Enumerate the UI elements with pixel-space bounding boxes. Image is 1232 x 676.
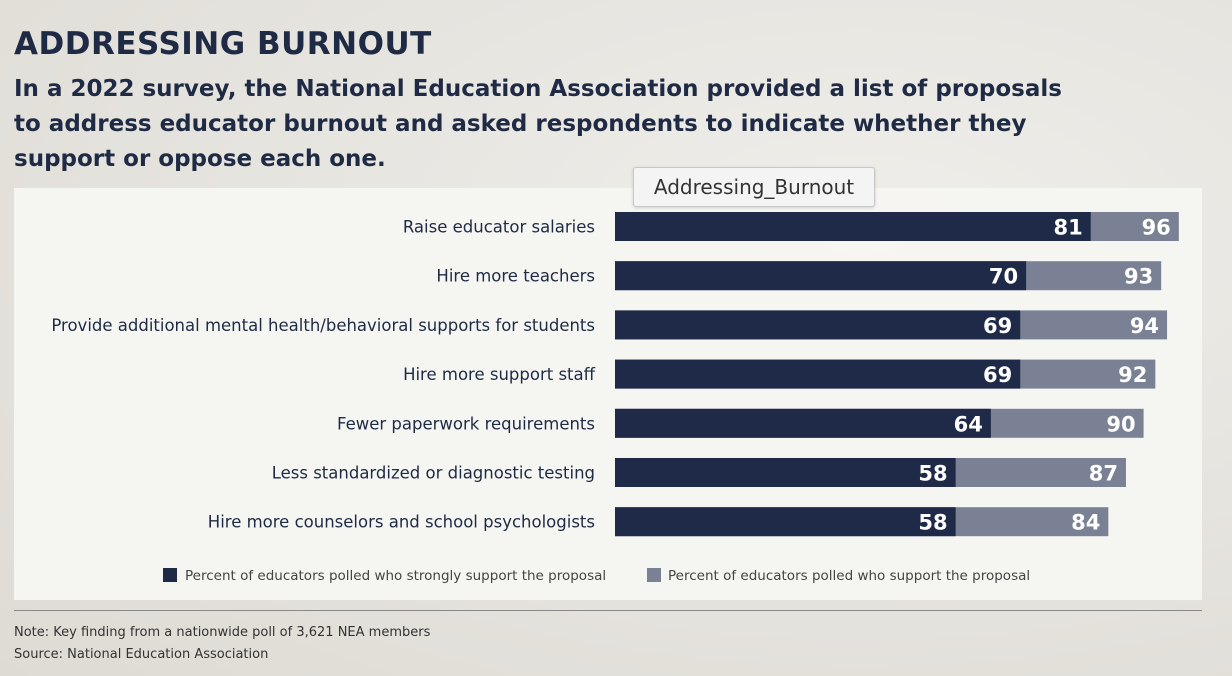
value-label-strong: 81 [1053,215,1083,240]
bar-strong-support [615,360,1020,389]
bar-strong-support [615,458,956,487]
bar-strong-support [615,261,1026,290]
value-label-strong: 70 [988,264,1019,289]
bar-strong-support [615,212,1091,241]
tooltip: Addressing_Burnout [633,167,875,207]
category-label: Fewer paperwork requirements [337,414,595,434]
value-label-support: 96 [1141,215,1171,240]
value-label-support: 94 [1129,313,1160,338]
chart-title: ADDRESSING BURNOUT [14,26,432,62]
value-label-strong: 69 [983,313,1013,338]
category-label: Provide additional mental health/behavioral supports for students [51,315,595,335]
value-label-support: 93 [1123,264,1154,289]
legend-swatch-support [647,568,661,582]
category-label: Hire more teachers [436,266,595,286]
legend-label-support: Percent of educators polled who support the proposal [668,568,1031,584]
category-label: Less standardized or diagnostic testing [271,463,595,483]
category-label: Hire more counselors and school psychologists [207,512,595,532]
bar-strong-support [615,310,1020,339]
legend-label-strong: Percent of educators polled who strongly support the proposal [185,568,607,584]
value-label-strong: 58 [918,510,948,535]
bar-strong-support [615,507,956,536]
bar-strong-support [615,409,991,438]
value-label-support: 92 [1118,363,1148,388]
footer-divider [14,610,1202,611]
value-label-strong: 64 [953,412,983,437]
legend-swatch-strong [163,568,177,582]
value-label-support: 90 [1106,412,1136,437]
value-label-strong: 58 [918,461,948,486]
chart-subtitle: In a 2022 survey, the National Education Association provided a list of proposals to address educator burnout and asked respondents to indicate whether they support or oppose each one. [14,76,1062,172]
value-label-support: 84 [1071,510,1101,535]
value-label-support: 87 [1088,461,1118,486]
footer-source: Source: National Education Association [14,647,269,662]
category-label: Raise educator salaries [402,217,595,237]
category-label: Hire more support staff [403,365,595,385]
footer-note: Note: Key finding from a nationwide poll of 3,621 NEA members [14,625,431,640]
value-label-strong: 69 [983,363,1013,388]
